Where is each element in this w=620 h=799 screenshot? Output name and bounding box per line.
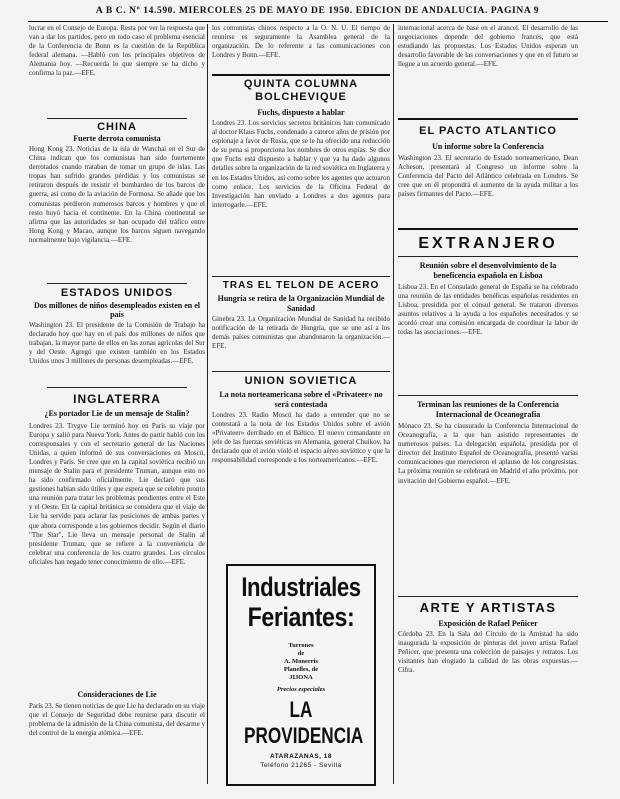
- quinta-columna-headline: Fuchs, dispuesto a hablar: [257, 108, 345, 117]
- china-section-title: CHINA: [97, 121, 137, 133]
- lie-article-body: París 23. Se tienen noticias de que Lie ha declarado en su viaje que el Consejo de Seguridad debe reunirse para discutir el problema de la admisión de la China comunista, del desarme y del control de la energía atómica.—EFE.: [29, 701, 205, 737]
- divider: [398, 596, 578, 597]
- union-sovietica-headline: La nota norteamericana sobre el «Privateer» no será contestada: [219, 390, 383, 409]
- divider: [398, 228, 578, 230]
- top-article-body: internacional acerca de base en el arancel. El desarrollo de las negociaciones depende del gobierno francés, que está estudiando las propuestas. Los Estados Unidos esperan un desarrollo favorable de las conversaciones y que en el futuro se llegue a un acuerdo general.—EFE.: [398, 24, 578, 69]
- eeuu-section-title: ESTADOS UNIDOS: [60, 287, 174, 299]
- union-sovietica-article-body: Londres 23. Radio Moscú ha dado a entender que no se contestará a la nota de los Estados Unidos sobre el avión «Privateer» derribado en el Báltico. El nuevo comandante en jefe de las fuerzas soviéticas en Alemania, general Chuikov, ha declarado que el avión violó el espacio aéreo soviético y que la responsabilidad corresponde a los norteamericanos.—EFE.: [212, 411, 390, 465]
- ad-detail-line: Planelles, de: [283, 666, 319, 673]
- ad-detail-line: JIJONA: [289, 674, 313, 681]
- divider: [47, 387, 187, 388]
- telon-article-body: Ginebra 23. La Organización Mundial de Sanidad ha recibido notificación de la retirada de Hungría, que se une así a los demás países comunistas que abandonaron la organización.—EFE.: [212, 315, 390, 351]
- telon-section-title: TRAS EL TELON DE ACERO: [222, 280, 380, 291]
- extranjero-section-title: EXTRANJERO: [418, 235, 558, 252]
- quinta-columna-article-body: Londres 23. Los servicios secretos británicos han comunicado al doctor Klaus Fuchs, condenado a catorce años de prisión por espionaje a favor de Rusia, que se le ha ofrecido una reducción de su pena si proporciona los nombres de otros espías. Se dice que Fuchs está dispuesto a hablar y que ya ha dado algunos detalles sobre la organización de la red soviética en Inglaterra y en los Estados Unidos, así como sobre los agentes que actuaron como enlace. Los servicios de la Oficina Federal de Investigación han enviado a Londres a dos agentes para interrogarle.—EFE.: [212, 119, 390, 209]
- pacto-atlantico-headline: Un informe sobre la Conferencia: [432, 142, 544, 151]
- china-headline: Fuerte derrota comunista: [73, 134, 161, 143]
- arte-headline: Exposición de Rafael Peñicer: [438, 619, 538, 628]
- arte-article-body: Córdoba 23. En la Sala del Círculo de la Amistad ha sido inaugurada la exposición de pinturas del joven artista Rafael Peñicer, que presenta una colección de paisajes y retratos. Los visitantes han elogiado la calidad de las obras expuestas.—Cifra.: [398, 630, 578, 675]
- inglaterra-article-body: Londres 23. Trygve Lie terminó hoy en París su viaje por Europa y salió para Nueva York. Antes de partir habló con los corresponsales y con el secretario general de las Naciones Unidas, a quien informó de sus conversaciones en Moscú, Londres y París. Se cree que en la capital soviética recibió un mensaje de Stalin para el presidente Truman, aunque esto no ha sido confirmado oficialmente. Lie declaró que sus gestiones habían sido útiles y que espera que se celebre pronto una reunión para tratar los problemas pendientes entre el Este y el Oeste. En la capital británica se considera que el viaje de Lie ha servido para aclarar las posiciones de ambas partes y que ahora corresponde a los gobiernos decidir. Según el diario "The Star", Lie lleva un mensaje personal de Stalin al presidente Truman, que se refiere a la conveniencia de celebrar una conferencia de los cuatro grandes. Los círculos oficiales han negado tener conocimiento de ello.—EFE.: [29, 421, 205, 566]
- ad-phone: Teléfono 21265 - Sevilla: [260, 762, 342, 769]
- pacto-atlantico-section-title: EL PACTO ATLANTICO: [419, 125, 557, 137]
- column-2: [212, 24, 390, 501]
- divider: [47, 118, 187, 119]
- union-sovietica-section-title: UNION SOVIETICA: [244, 375, 358, 387]
- divider: [398, 256, 578, 257]
- lie-headline: Consideraciones de Lie: [77, 689, 157, 699]
- ad-detail-line: Turrones: [288, 642, 314, 649]
- divider: [398, 395, 578, 396]
- ad-special-prices: Precios especiales: [276, 686, 326, 693]
- top-article-body: los comunistas chinos respecto a la O. N. U. El tiempo de reunirse es seguramente la Asamblea general de la organización. De lo referente a las comunicaciones con Londres y Bonn.—EFE.: [212, 24, 390, 60]
- divider: [47, 283, 187, 284]
- divider: [212, 276, 390, 277]
- telon-headline: Hungría se retira de la Organización Mundial de Sanidad: [217, 294, 385, 313]
- column-divider-2: [393, 24, 394, 784]
- ad-title-line-2: Feriantes:: [247, 602, 355, 632]
- china-article-body: Hong Kong 23. Noticias de la isla de Wanchai en el Sur de China indican que los comunistas han sido fuertemente derrotados cuando trataban de tomar un grupo de islas. Las tropas han sufrido grandes pérdidas y los comunistas se retiraron después de resistir el bombardeo de los barcos de guerra, así como de la aviación de Formosa. Se añade que los comunistas perdieron numerosos barcos y hombres y que el resto huyó hacia el continente. En la China continental se afirma que las autoridades se han ocupado del tráfico entre Hong Kong y Macao, aunque los barcos siguen navegando normalmente bajo vigilancia.—EFE.: [29, 145, 205, 244]
- eeuu-article-body: Washington 23. El presidente de la Comisión de Trabajo ha declarado hoy que hay en el país dos millones de niños que trabajan, la mayor parte de ellos en las zonas agrícolas del Sur y del Oeste. Agregó que existen también en los Estados Unidos unos 3 millones de personas desempleadas.—EFE.: [29, 321, 205, 366]
- ad-detail-line: A. Monerris: [284, 658, 318, 665]
- ad-brand-name: LA PROVIDENCIA: [244, 697, 364, 748]
- pacto-atlantico-article-body: Washington 23. El secretario de Estado norteamericano, Dean Acheson, presentará al Congreso un informe sobre la Conferencia del Pacto del Atlántico celebrada en Londres. Se cree que en él propondrá el aumento de la ayuda militar a los países firmantes del Pacto.—EFE.: [398, 154, 578, 199]
- inglaterra-section-title: INGLATERRA: [73, 392, 161, 406]
- advertisement-la-providencia: [226, 564, 376, 786]
- page-header: A B C. Nº 14.590. MIERCOLES 25 DE MAYO DE 1950. EDICION DE ANDALUCIA. PAGINA 9: [95, 6, 540, 16]
- divider: [212, 74, 390, 76]
- column-1: [29, 24, 205, 770]
- beneficencia-headline: Reunión sobre el desenvolvimiento de la beneficencia española en Lisboa: [419, 261, 557, 280]
- quinta-columna-section-title: QUINTA COLUMNA BOLCHEVIQUE: [243, 78, 359, 103]
- column-divider-1: [207, 24, 208, 784]
- inglaterra-headline: ¿Es portador Lie de un mensaje de Stalin?: [44, 409, 190, 418]
- eeuu-headline: Dos millones de niños desempleados existen en el país: [33, 301, 200, 319]
- divider: [398, 118, 578, 120]
- divider: [212, 371, 390, 372]
- ad-address: ATARAZANAS, 18: [269, 753, 332, 760]
- oceanografia-article-body: Mónaco 23. Se ha clausurado la Conferencia Internacional de Oceanografía, a la que han asistido representantes de numerosos países. La delegación española, presidida por el director del Instituto Español de Oceanografía, presentó varias comunicaciones que merecieron el aplauso de los congresistas. La próxima reunión se celebrará en Madrid el año próximo, por invitación del Gobierno español.—EFE.: [398, 422, 578, 485]
- arte-section-title: ARTE Y ARTISTAS: [419, 600, 557, 615]
- column-3: [398, 24, 578, 698]
- ad-detail-line: de: [297, 650, 305, 657]
- beneficencia-article-body: Lisboa 23. En el Consulado general de España se ha celebrado una reunión de las entidades benéficas españolas residentes en Lisboa, presidida por el cónsul general. Se trataron diversos asuntos relativos a la ayuda a los españoles necesitados y se acordó crear una comisión encargada de coordinar la labor de todas las asociaciones.—EFE.: [398, 283, 578, 337]
- ad-details: [228, 642, 374, 682]
- header-rule: [28, 21, 608, 22]
- oceanografia-headline: Terminan las reuniones de la Conferencia Internacional de Oceanografía: [417, 400, 559, 419]
- ad-title-line-1: Industriales: [241, 572, 361, 602]
- intro-article-body: lucrar en el Consejo de Europa. Resta por ver la respuesta que van a dar los partidos, pero en todo caso el problema esencial de la Conferencia de Bonn es la cuestión de la República federal alemana. —Habló con los principales objetivos de Alemania hoy. —Recuerda lo que siempre se ha dicho y confirma la paz.—EFE.: [29, 24, 205, 78]
